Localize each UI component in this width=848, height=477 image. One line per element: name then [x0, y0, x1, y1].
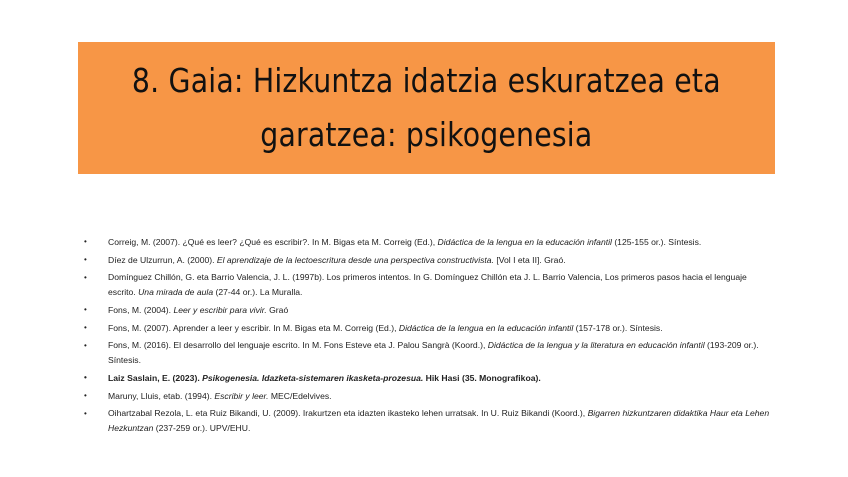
reference-text: (237-259 or.). UPV/EHU. — [153, 423, 251, 433]
reference-title: Una mirada de aula — [138, 287, 214, 297]
reference-text: (125-155 or.). Síntesis. — [611, 237, 702, 247]
reference-text: Hik Hasi (35. Monografikoa). — [423, 373, 541, 383]
reference-title: Psikogenesia. Idazketa-sistemaren ikasketa-prozesua. — [202, 373, 424, 383]
bullet-icon: • — [84, 341, 87, 350]
reference-text: Graó — [266, 305, 289, 315]
reference-list — [82, 234, 772, 438]
reference-item — [82, 406, 772, 436]
reference-text: Oihartzabal Rezola, L. eta Ruiz Bikandi, U. (2009). Irakurtzen eta idazten ikasteko lehen urratsak. In U. Ruiz Bikandi (Koord.), — [108, 408, 588, 418]
reference-text: Domínguez Chillón, G. eta Barrio Valencia, J. L. (1997b). Los primeros intentos. In G. Domínguez Chillón eta J. L. Barrio Valencia, Los primeros pasos hacia el lenguaje escrito. — [108, 272, 747, 297]
reference-title: El aprendizaje de la lectoescritura desde una perspectiva constructivista. — [216, 255, 494, 265]
reference-item — [82, 338, 772, 368]
reference-text: (157-178 or.). Síntesis. — [573, 323, 663, 333]
reference-item — [82, 234, 772, 250]
bullet-icon: • — [84, 305, 87, 314]
reference-text: Díez de Ulzurrun, A. (2000). — [108, 255, 217, 265]
reference-text: (193-209 or.). Síntesis. — [108, 340, 759, 365]
reference-text: MEC/Edelvives. — [268, 391, 332, 401]
reference-item — [82, 388, 772, 404]
reference-item — [82, 270, 772, 300]
reference-text: Correig, M. (2007). ¿Qué es leer? ¿Qué es escribir?. In M. Bigas eta M. Correig (Ed.), — [108, 237, 438, 247]
reference-text: Fons, M. (2007). Aprender a leer y escribir. In M. Bigas eta M. Correig (Ed.), — [108, 323, 399, 333]
title-banner — [78, 42, 775, 174]
reference-item — [82, 320, 772, 336]
reference-item — [82, 370, 772, 386]
reference-item — [82, 302, 772, 318]
reference-text: Fons, M. (2004). — [108, 305, 174, 315]
bullet-icon: • — [84, 323, 87, 332]
reference-title: Escribir y leer. — [214, 391, 269, 401]
reference-text: Fons, M. (2016). El desarrollo del lenguaje escrito. In M. Fons Esteve eta J. Palou Sangrà (Koord.), — [108, 340, 488, 350]
reference-item — [82, 252, 772, 268]
reference-text: Laiz Saslain, E. (2023). — [108, 373, 203, 383]
reference-title: Didáctica de la lengua y la literatura en educación infantil — [487, 340, 705, 350]
bullet-icon: • — [84, 255, 87, 264]
reference-text: Maruny, Lluis, etab. (1994). — [108, 391, 215, 401]
reference-title: Bigarren hizkuntzaren didaktika Haur eta Lehen Hezkuntzan — [108, 408, 770, 433]
reference-title: Leer y escribir para vivir. — [173, 305, 267, 315]
slide-title-line-2: garatzea: psikogenesia — [260, 115, 593, 154]
reference-title: Didáctica de la lengua en la educación infantil — [437, 237, 612, 247]
reference-text: [Vol I eta II]. Graó. — [493, 255, 566, 265]
bullet-icon: • — [84, 373, 87, 382]
bullet-icon: • — [84, 273, 87, 282]
slide-title — [132, 54, 721, 162]
slide-title-line-1: 8. Gaia: Hizkuntza idatzia eskuratzea eta — [132, 61, 721, 100]
bullet-icon: • — [84, 409, 87, 418]
reference-text: (27-44 or.). La Muralla. — [213, 287, 303, 297]
bullet-icon: • — [84, 391, 87, 400]
bullet-icon: • — [84, 237, 87, 246]
reference-title: Didáctica de la lengua en la educación infantil — [398, 323, 574, 333]
